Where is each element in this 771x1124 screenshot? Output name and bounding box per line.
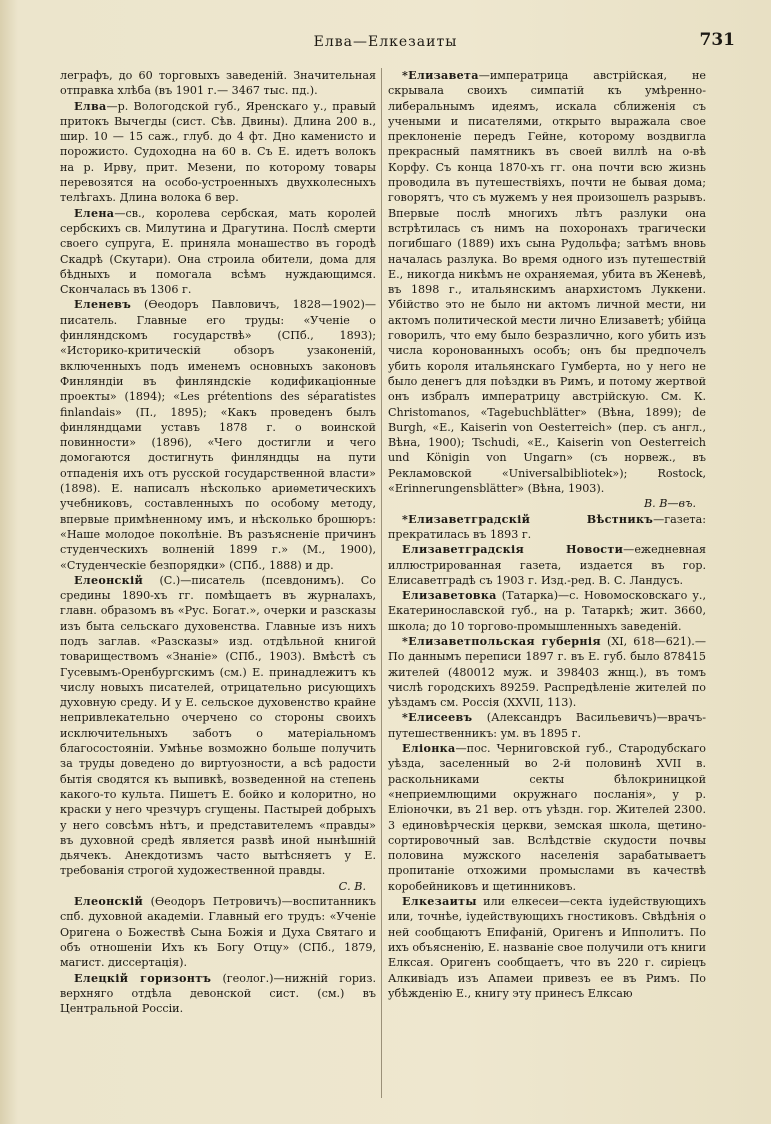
entry-headword: Еліонка bbox=[402, 742, 456, 756]
entry-eleonsky-writer bbox=[60, 573, 376, 894]
entry-elisavetgrad-vestnik bbox=[388, 512, 706, 543]
entry-headword: Елкезаиты bbox=[402, 895, 477, 909]
entry-elena bbox=[60, 206, 376, 298]
entry-text: —ежедневная иллюстрированная газета, издается въ гор. Елисаветградѣ съ 1903 г. Изд.-ред. В. С. Ландусъ. bbox=[388, 543, 706, 587]
entry-headword: *Елизаветградскій Вѣстникъ bbox=[402, 512, 654, 526]
entry-eleonsky-theologian bbox=[60, 894, 376, 970]
entry-text: —газета: прекратилась въ 1893 г. bbox=[388, 512, 706, 541]
entry-elionka bbox=[388, 741, 706, 894]
entry-headword: Еленевъ bbox=[74, 298, 132, 312]
entry-headword: *Елизавета bbox=[402, 69, 479, 82]
entry-eliseev bbox=[388, 710, 706, 741]
entry-text: (С.)—писатель (псевдонимъ). Со средины 1890-хъ гг. помѣщаетъ въ журналахъ, главн. образомъ въ «Рус. Богат.», очерки и разсказы изъ быта сельскаго духовенства. Главные изъ нихъ подъ заглав. «Разсказы» изд. отдѣльной книгой товариществомъ «Знаніе» (СПб., 1903). Вмѣстѣ съ Гусевымъ-Оренбургскимъ (см.) Е. принадлежитъ къ числу новыхъ писателей, отрицательно рисующихъ духовную среду. И у Е. сельское духовенство крайне непривлекательно очерчено со стороны своихъ исключительныхъ заботъ о матеріальномъ благосостояніи. Умѣнье возможно больше получить за труды доведено до виртуозности, а всѣ радости бытія сводятся къ выпивкѣ, возведенной на степень какого-то культа. Пишетъ Е. бойко и колоритно, но краски у него чрезчуръ сгущены. Пастырей добрыхъ у него совсѣмъ нѣтъ, и представителемъ «правды» въ духовной средѣ является развѣ иной нынѣшній дьячекъ. Анекдотизмъ часто вытѣсняетъ у Е. требованія строгой художественной правды. bbox=[60, 573, 376, 878]
entry-text: —р. Вологодской губ., Яренскаго у., правый притокъ Вычегды (сист. Сѣв. Двины). Длина 200 в., шир. 10 — 15 саж., глуб. до 4 фт. Дно каменисто и порожисто. Судоходна на 60 в. Съ Е. идетъ волокъ на р. Ирву, прит. Мезени, по которому товары перевозятся на особо-устроенныхъ двухколесныхъ телѣгахъ. Длина волока 6 вер. bbox=[60, 99, 376, 205]
entry-elisavetgrad-novosti bbox=[388, 542, 706, 588]
entry-headword: Елизаветградскія Новости bbox=[402, 543, 624, 557]
entry-elizavetovka bbox=[388, 588, 706, 634]
entry-text: (XI, 618—621).—По даннымъ переписи 1897 г. въ Е. губ. было 878415 жителей (480012 муж. и 398403 жнщ.), въ томъ числѣ городскихъ 89259. Распредѣленіе жителей по уѣздамъ см. Россія (XXVII, 113). bbox=[388, 634, 706, 710]
entry-cont-elva-station bbox=[60, 68, 376, 99]
entry-elenev bbox=[60, 297, 376, 572]
running-title: Елва—Елкезаиты bbox=[313, 34, 458, 50]
entry-text: —императрица австрійская, не скрывала своихъ симпатій къ умѣренно-либеральнымъ идеямъ, искала сближенія съ учеными и писателями, открыто выражала свое преклоненіе передъ Гейне, которому воздвигла прекрасный памятникъ въ своей виллѣ на о-вѣ Корфу. Съ конца 1870-хъ гг. она почти всю жизнь проводила въ путешествіяхъ, почти не бывая дома; говорятъ, что съ мужемъ у нея произошелъ разрывъ. Впервые послѣ многихъ лѣтъ разлуки она встрѣтилась съ нимъ на похоронахъ трагически погибшаго (1889) ихъ сына Рудольфа; затѣмъ вновь началась разлука. Во время одного изъ путешествій Е., никогда никѣмъ не охраняемая, убита въ Женевѣ, въ 1898 г., итальянскимъ анархистомъ Луккени. Убійство это не было ни актомъ личной мести, ни актомъ политической мести лично Елизаветѣ; убійца говорилъ, что ему было безразлично, кого убить изъ числа коронованныхъ особъ; онъ бы предпочелъ убить короля итальянскаго Гумберта, но у него не было денегъ для поѣздки въ Римъ, и потому жертвой онъ избралъ императрицу австрійскую. См. К. Christomanos, «Tagebuchblätter» (Вѣна, 1899); de Burgh, «E., Kaiserin von Oesterreich» (пер. съ англ., Вѣна, 1900); Tschudi, «E., Kaiserin von Oesterreich und Königin von Ungarn» (съ норвеж., въ Рекламовской «Universalbibliotek»); Rostock, «Erinnerungensblätter» (Вѣна, 1903). bbox=[388, 69, 706, 496]
entry-headword: Елеонскій bbox=[74, 895, 144, 909]
entry-text: —св., королева сербская, мать королей сербскихъ св. Милутина и Драгутина. Послѣ смерти своего супруга, Е. приняла монашество въ городѣ Скадрѣ (Скутари). Она строила обители, дома для бѣдныхъ и помогала всѣмъ нуждающимся. Скончалась въ 1306 г. bbox=[60, 206, 376, 297]
entry-headword: Елизаветовка bbox=[402, 589, 497, 603]
entry-text: (Александръ Васильевичъ)—врачъ-путешественникъ: ум. въ 1895 г. bbox=[388, 711, 706, 740]
entry-elva-river bbox=[60, 99, 376, 206]
entry-headword: *Елизаветпольская губернія bbox=[402, 634, 601, 648]
entry-signature: В. В—въ. bbox=[643, 497, 696, 511]
entry-text: (Ѳеодоръ Павловичъ, 1828—1902)—писатель. Главные его труды: «Ученіе о финляндскомъ государствѣ» (СПб., 1893); «Историко-критическій обзоръ узаконеній, включенныхъ подъ именемъ основныхъ законовъ Финляндіи въ финляндскіе кодификаціонные проекты» (1894); «Les prétentions des séparatistes finlandais» (П., 1895); «Какъ проведенъ былъ финляндцами уставъ 1878 г. о воинской повинности» (1896), «Чего достигли и чего домогаются достигнуть финляндцы на пути отпаденія ихъ отъ русской государственной власти» (1898). Е. написалъ нѣсколько ариѳметическихъ учебниковъ, составленныхъ по особому методу, впервые примѣненному имъ, и нѣсколько брошюръ: «Наше молодое поколѣніе. Въ разъясненіе причинъ студенческихъ волненій 1899 г.» (М., 1900), «Студенческіе безпорядки» (СПб., 1888) и др. bbox=[60, 298, 376, 572]
column-divider bbox=[381, 68, 382, 1098]
entry-headword: Елецкій горизонтъ bbox=[74, 971, 212, 985]
running-head bbox=[0, 30, 771, 56]
entry-text: (Ѳеодоръ Петровичъ)—воспитанникъ спб. духовной академіи. Главный его трудъ: «Ученіе Оригена о Божествѣ Сына Божія и Духа Святаго и объ отношеніи Ихъ къ Богу Отцу» (СПб., 1879, магист. диссертація). bbox=[60, 895, 376, 970]
entry-signature: С. В. bbox=[338, 879, 366, 893]
entry-headword: *Елисеевъ bbox=[402, 711, 473, 725]
entry-text: леграфъ, до 60 торговыхъ заведеній. Значительная отправка хлѣба (въ 1901 г.— 3467 тыс. пд.). bbox=[60, 69, 376, 98]
entry-headword: Елена bbox=[74, 206, 115, 220]
left-column bbox=[60, 68, 376, 1108]
entry-elisavetpol-gub bbox=[388, 634, 706, 710]
page-number: 731 bbox=[699, 30, 735, 50]
entry-elkesaites bbox=[388, 894, 706, 1001]
entry-text: (Татарка)—с. Новомосковскаго у., Екатеринославской губ., на р. Татаркѣ; жит. 3660, школа; до 10 торгово-промышленныхъ заведеній. bbox=[388, 589, 706, 633]
right-column bbox=[388, 68, 706, 1108]
entry-headword: Елва bbox=[74, 99, 107, 113]
entry-text: (геолог.)—нижній гориз. верхняго отдѣла девонской сист. (см.) въ Центральной Россіи. bbox=[60, 971, 376, 1016]
entry-headword: Елеонскій bbox=[74, 573, 144, 587]
entry-eletsky-horizon bbox=[60, 971, 376, 1017]
entry-elisabeth-empress bbox=[388, 68, 706, 512]
entry-text: или елкесеи—секта іудействующихъ или, точнѣе, іудействующихъ гностиковъ. Свѣдѣнія о ней сообщаютъ Епифаній, Оригенъ и Ипполитъ. По ихъ объясненію, Е. названіе свое получили отъ книги Елксая. Оригенъ сообщаетъ, что въ 220 г. сиріецъ Алкивіадъ изъ Апамеи привезъ ее въ Римъ. По убѣжденію Е., книгу эту принесъ Елксаю bbox=[388, 895, 706, 1000]
entry-text: —пос. Черниговской губ., Стародубскаго уѣзда, заселенный во 2-й половинѣ XVII в. раскольниками секты бѣлокриницкой «неприемлющими окружнаго посланія», у р. Еліоночки, въ 21 вер. отъ уѣздн. гор. Жителей 2300. 3 единовѣрческія церкви, земская школа, щетино-сортировочный зав. Вслѣдствіе скудости почвы половина мужского населенія зарабатываетъ пропитаніе отхожими промыслами въ качествѣ коробейниковъ и щетинниковъ. bbox=[388, 742, 706, 893]
